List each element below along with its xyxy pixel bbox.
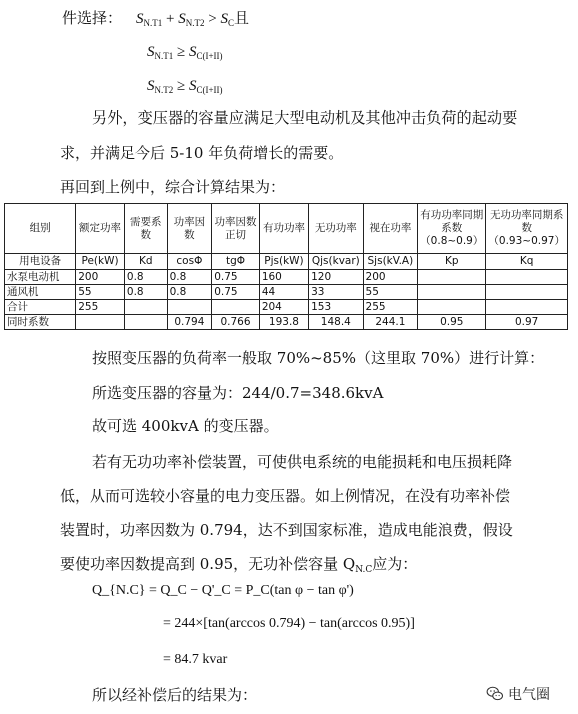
table-header-cell: 需要系数 (124, 204, 167, 254)
paragraph-load-rate: 按照变压器的负荷率一般取 70%~85%（这里取 70%）进行计算： (92, 349, 545, 367)
table-cell: 148.4 (309, 315, 363, 330)
table-cell: tgΦ (212, 254, 260, 270)
table-cell: 0.95 (418, 315, 486, 330)
table-cell: Pjs(kW) (259, 254, 308, 270)
table-cell (486, 285, 568, 300)
paragraph-compensation-line4: 要使功率因数提高到 0.95，无功补偿容量 $Q_{N.C}$应为： (60, 555, 418, 575)
table-cell: Kd (124, 254, 167, 270)
table-cell: 153 (309, 300, 363, 315)
table-header-cell: 有功功率同期系数（0.8~0.9） (418, 204, 486, 254)
table-cell (124, 315, 167, 330)
paragraph-compensation-line3: 装置时，功率因数为 0.794，达不到国家标准，造成电能浪费，假设 (60, 521, 513, 539)
paragraph-result-intro: 所以经补偿后的结果为： (92, 686, 258, 704)
table-row (5, 285, 568, 300)
table-cell: 同时系数 (5, 315, 76, 330)
watermark (486, 684, 550, 704)
table-cell (76, 315, 125, 330)
table-header-cell: 有功功率 (259, 204, 308, 254)
table-header-cell: 组别 (5, 204, 76, 254)
table-cell: cosΦ (167, 254, 212, 270)
table-cell: Pe(kW) (76, 254, 125, 270)
table-cell (418, 285, 486, 300)
calculation-table (4, 203, 568, 330)
paragraph-compensation-line1: 若有无功功率补偿装置，可使供电系统的电能损耗和电压损耗降 (92, 453, 513, 471)
table-header-cell: 功率因数正切 (212, 204, 260, 254)
paragraph-example-intro: 再回到上例中，综合计算结果为： (60, 178, 286, 196)
paragraph-choose-400kva: 故可选 400kvA 的变压器。 (92, 417, 279, 435)
table-cell: 0.75 (212, 285, 260, 300)
table-cell: 用电设备 (5, 254, 76, 270)
table-cell: 200 (363, 270, 418, 285)
formula-t2-condition: $S_{N.T2} \ge S_{C(I+II)}$ (147, 78, 223, 95)
paragraph-capacity-line2: 求，并满足今后 5-10 年负荷增长的需要。 (60, 144, 344, 162)
watermark-text: 电气圈 (508, 687, 550, 703)
table-header-row (5, 204, 568, 254)
table-cell: 0.766 (212, 315, 260, 330)
table-cell: 120 (309, 270, 363, 285)
table-row (5, 315, 568, 330)
table-cell: 合计 (5, 300, 76, 315)
table-cell: 水泵电动机 (5, 270, 76, 285)
table-cell (486, 270, 568, 285)
table-cell (486, 300, 568, 315)
wechat-icon (486, 685, 504, 703)
paragraph-compensation-line2: 低，从而可选较小容量的电力变压器。如上例情况，在没有功率补偿 (60, 487, 511, 505)
table-cell: 255 (76, 300, 125, 315)
formula-t1-condition: $S_{N.T1} \ge S_{C(I+II)}$ (147, 44, 223, 61)
formula-compensation-line1: Q_{N.C} = Q_C − Q'_C = P_C(tan φ − tan φ') (92, 583, 354, 598)
table-cell: 244.1 (363, 315, 418, 330)
table-row (5, 270, 568, 285)
table-unit-row (5, 254, 568, 270)
table-cell: 44 (259, 285, 308, 300)
table-cell: 160 (259, 270, 308, 285)
table-cell: 0.75 (212, 270, 260, 285)
table-cell: 通风机 (5, 285, 76, 300)
paragraph-selected-capacity: 所选变压器的容量为：244/0.7=348.6kvA (92, 384, 384, 402)
formula-sum-condition: $S_{N.T1} + S_{N.T2} > S_C$且 (136, 9, 249, 28)
table-cell: 55 (363, 285, 418, 300)
table-cell: 255 (363, 300, 418, 315)
table-row (5, 300, 568, 315)
table-cell: Sjs(kV.A) (363, 254, 418, 270)
table-cell: 0.8 (167, 270, 212, 285)
table-cell: 0.8 (124, 270, 167, 285)
table-header-cell: 额定功率 (76, 204, 125, 254)
table-cell (212, 300, 260, 315)
table-cell: Qjs(kvar) (309, 254, 363, 270)
table-header-cell: 无功功率同期系数（0.93~0.97） (486, 204, 568, 254)
table-cell: 0.794 (167, 315, 212, 330)
table-cell: 200 (76, 270, 125, 285)
table-header-cell: 功率因数 (167, 204, 212, 254)
table-cell: 33 (309, 285, 363, 300)
table-cell: Kq (486, 254, 568, 270)
condition-prefix: 件选择： (62, 9, 123, 27)
table-cell: Kp (418, 254, 486, 270)
table-cell: 0.8 (167, 285, 212, 300)
table-header-cell: 视在功率 (363, 204, 418, 254)
table-cell: 55 (76, 285, 125, 300)
paragraph-capacity-line1: 另外，变压器的容量应满足大型电动机及其他冲击负荷的起动要 (92, 109, 518, 127)
formula-compensation-line2: = 244×[tan(arccos 0.794) − tan(arccos 0.95)] (163, 616, 415, 631)
table-cell (418, 300, 486, 315)
table-cell (167, 300, 212, 315)
table-cell: 204 (259, 300, 308, 315)
table-cell: 0.8 (124, 285, 167, 300)
table-cell: 193.8 (259, 315, 308, 330)
table-header-cell: 无功功率 (309, 204, 363, 254)
table-cell: 0.97 (486, 315, 568, 330)
table-cell (124, 300, 167, 315)
formula-compensation-line3: = 84.7 kvar (163, 652, 228, 667)
table-cell (418, 270, 486, 285)
